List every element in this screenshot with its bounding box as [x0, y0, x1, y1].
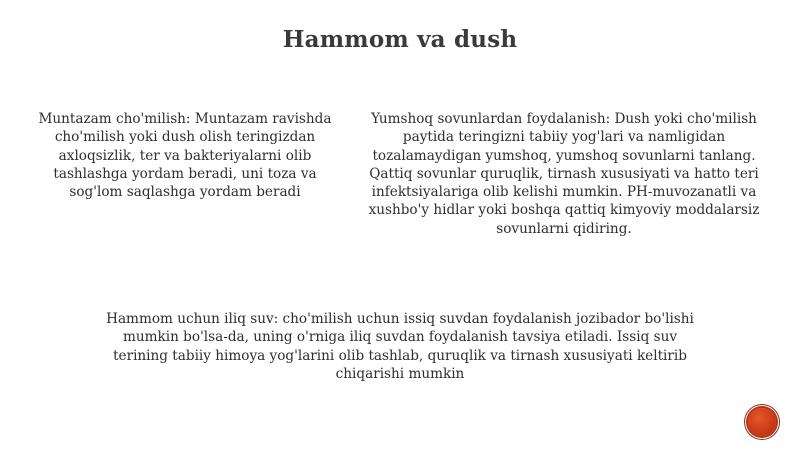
slide-title: Hammom va dush — [282, 26, 518, 53]
paragraph-warm-water: Hammom uchun iliq suv: cho'milish uchun issiq suvdan foydalanish jozibador bo'lishi mumkin bo'lsa-da, uning o'rniga iliq suvdan foydalanish tavsiya etiladi. Issiq suv terining tabiiy himoya yog'larini olib tashlab, quruqlik va tirnash xususiyati keltirib chiqarishi mumkin — [106, 311, 694, 382]
paragraph-regular-bathing: Muntazam cho'milish: Muntazam ravishda cho'milish yoki dush olish teringizdan axloqsizlik, ter va bakteriyalarni olib tashlashga yordam beradi, uni toza va sog'lom saqlashga yordam beradi — [38, 111, 332, 201]
slide-nav-button[interactable] — [748, 408, 776, 436]
paragraph-mild-soaps: Yumshoq sovunlardan foydalanish: Dush yoki cho'milish paytida teringizni tabiiy yog'lari va namligidan tozalamaydigan yumshoq, yumshoq sovunlarni tanlang. Qattiq sovunlar quruqlik, tirnash xususiyati va hatto teri infektsiyalariga olib kelishi mumkin. PH-muvozanatli va xushbo'y hidlar yoki boshqa qattiq kimyoviy moddalarsiz sovunlarni qidiring. — [368, 111, 760, 237]
